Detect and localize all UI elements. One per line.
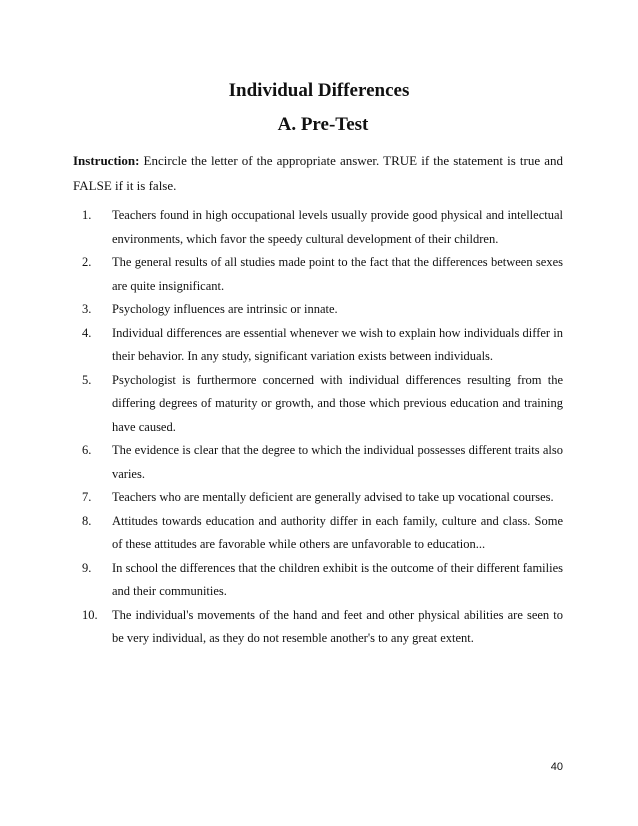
document-subtitle	[0, 114, 638, 136]
item-text: In school the differences that the children exhibit is the outcome of their different families and their communities.	[112, 560, 563, 598]
item-text: The individual's movements of the hand and feet and other physical abilities are seen to be very individual, as they do not resemble another's to any great extent.	[112, 607, 563, 645]
item-number: 1.	[82, 208, 92, 222]
item-number: 4.	[82, 325, 92, 340]
subtitle-text: A. Pre-Test	[277, 114, 369, 135]
list-item	[82, 204, 563, 251]
item-number: 8.	[82, 513, 92, 528]
instruction-paragraph	[73, 148, 563, 198]
item-number: 2.	[82, 255, 92, 269]
item-text: Individual differences are essential whenever we wish to explain how individuals differ in their behavior. In any study, significant variation exists between individuals.	[112, 325, 563, 363]
list-item	[82, 557, 563, 604]
item-text: Teachers who are mentally deficient are generally advised to take up vocational courses.	[112, 490, 554, 504]
list-item	[82, 251, 563, 298]
list-item	[82, 298, 563, 322]
item-text: Teachers found in high occupational levels usually provide good physical and intellectual environments, which favor the speedy cultural development of their children.	[112, 208, 563, 246]
item-number: 3.	[82, 302, 92, 316]
list-item	[82, 322, 563, 369]
item-text: The general results of all studies made point to the fact that the differences between sexes are quite insignificant.	[112, 255, 563, 293]
item-text: The evidence is clear that the degree to which the individual possesses different traits also varies.	[112, 443, 563, 481]
item-number: 10.	[82, 607, 98, 622]
item-text: Psychology influences are intrinsic or innate.	[112, 302, 338, 316]
item-number: 6.	[82, 443, 92, 457]
list-item	[82, 510, 563, 557]
list-item	[82, 486, 563, 510]
question-list	[82, 204, 563, 651]
instruction-label: Instruction:	[73, 153, 140, 168]
instruction-text: Encircle the letter of the appropriate answer. TRUE if the statement is true and FALSE if it is false.	[73, 153, 563, 193]
list-item	[82, 369, 563, 440]
list-item	[82, 604, 563, 651]
item-number: 5.	[82, 372, 92, 387]
item-number: 7.	[82, 490, 92, 504]
item-text: Psychologist is furthermore concerned with individual differences resulting from the differing degrees of maturity or growth, and those which previous education and training have caused.	[112, 372, 563, 434]
item-number: 9.	[82, 560, 92, 575]
list-item	[82, 439, 563, 486]
document-title: Individual Differences	[228, 80, 410, 101]
item-text: Attitudes towards education and authority differ in each family, culture and class. Some of these attitudes are favorable while others are unfavorable to education...	[112, 513, 563, 551]
page-number: 40	[550, 761, 563, 773]
